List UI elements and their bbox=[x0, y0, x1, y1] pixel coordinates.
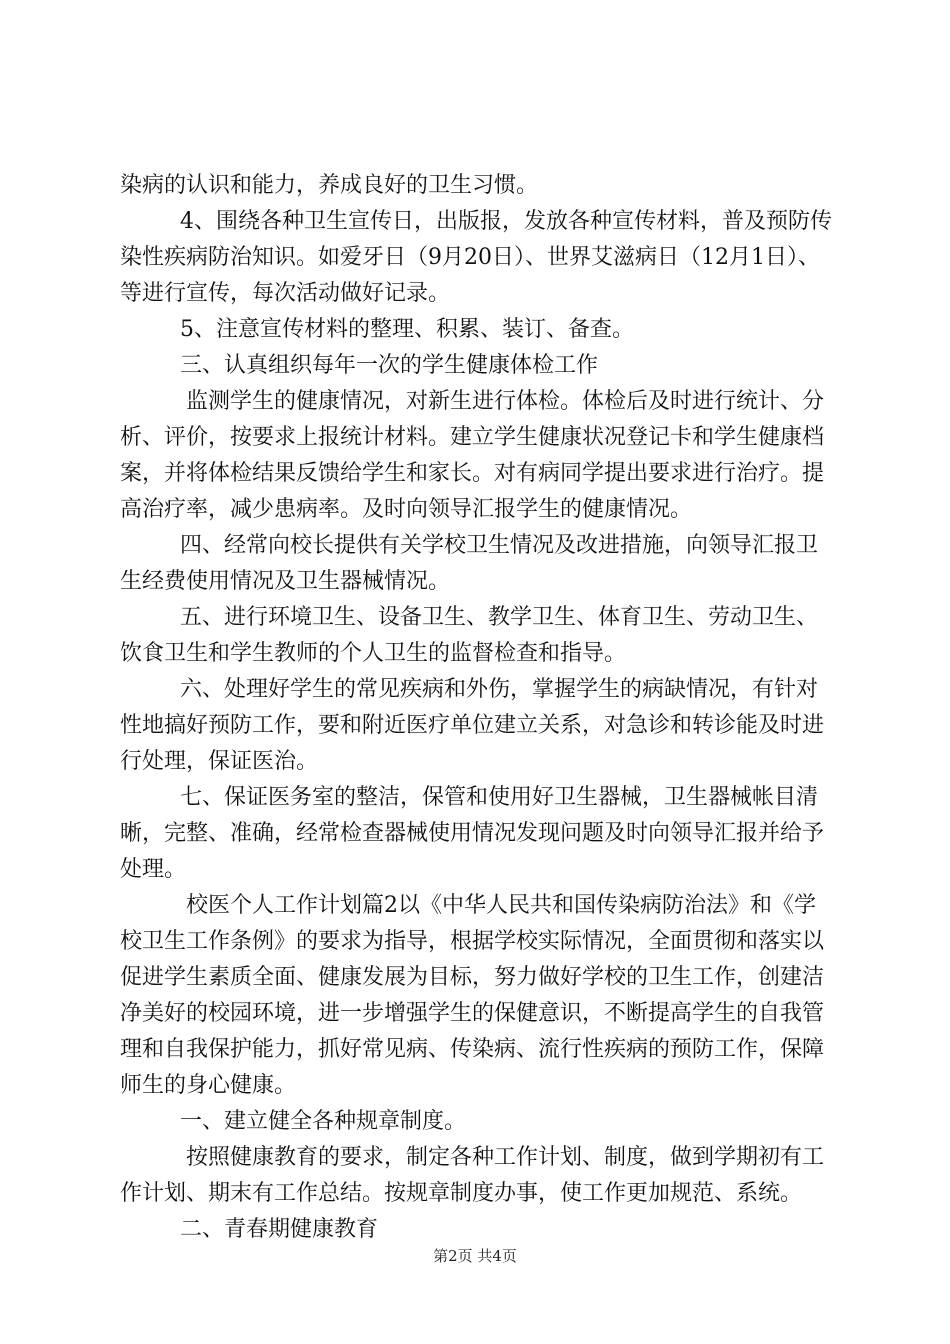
paragraph: 校医个人工作计划篇2以《中华人民共和国传染病防治法》和《学校卫生工作条例》的要求为指导，根据学校实际情况，全面贯彻和落实以促进学生素质全面、健康发展为目标，努力做好学校的卫生工作，创建洁净美好的校园环境，进一步增强学生的保健意识，不断提高学生的自我管理和自我保护能力，抓好常见病、传染病、流行性疾病的预防工作，保障师生的身心健康。 bbox=[120, 893, 825, 1098]
section-heading: 三、认真组织每年一次的学生健康体检工作 bbox=[180, 353, 599, 378]
paragraph: 七、保证医务室的整洁，保管和使用好卫生器械，卫生器械帐目清晰，完整、准确，经常检查器械使用情况发现问题及时向领导汇报并给予处理。 bbox=[120, 785, 825, 882]
section-heading: 一、建立健全各种规章制度。 bbox=[180, 1109, 467, 1134]
paragraph: 4、围绕各种卫生宣传日，出版报，发放各种宣传材料，普及预防传染性疾病防治知识。如爱牙日（9月20日）、世界艾滋病日（12月1日）、等进行宣传，每次活动做好记录。 bbox=[120, 209, 832, 306]
document-body bbox=[120, 168, 836, 1248]
paragraph: 监测学生的健康情况，对新生进行体检。体检后及时进行统计、分析、评价，按要求上报统计材料。建立学生健康状况登记卡和学生健康档案，并将体检结果反馈给学生和家长。对有病同学提出要求进行治疗。提高治疗率，减少患病率。及时向领导汇报学生的健康情况。 bbox=[120, 389, 825, 522]
page-number-footer: 第2页 共4页 bbox=[433, 1247, 517, 1265]
paragraph: 按照健康教育的要求，制定各种工作计划、制度，做到学期初有工作计划、期末有工作总结。按规章制度办事，使工作更加规范、系统。 bbox=[120, 1145, 825, 1206]
paragraph: 六、处理好学生的常见疾病和外伤，掌握学生的病缺情况，有针对性地搞好预防工作，要和附近医疗单位建立关系，对急诊和转诊能及时进行处理，保证医治。 bbox=[120, 677, 825, 774]
paragraph: 五、进行环境卫生、设备卫生、教学卫生、体育卫生、劳动卫生、饮食卫生和学生教师的个人卫生的监督检查和指导。 bbox=[120, 605, 819, 666]
paragraph: 染病的认识和能力，养成良好的卫生习惯。 bbox=[120, 173, 539, 198]
paragraph: 四、经常向校长提供有关学校卫生情况及改进措施，向领导汇报卫生经费使用情况及卫生器械情况。 bbox=[120, 533, 819, 594]
section-heading: 二、青春期健康教育 bbox=[180, 1217, 379, 1242]
paragraph: 5、注意宣传材料的整理、积累、装订、备查。 bbox=[180, 317, 634, 342]
